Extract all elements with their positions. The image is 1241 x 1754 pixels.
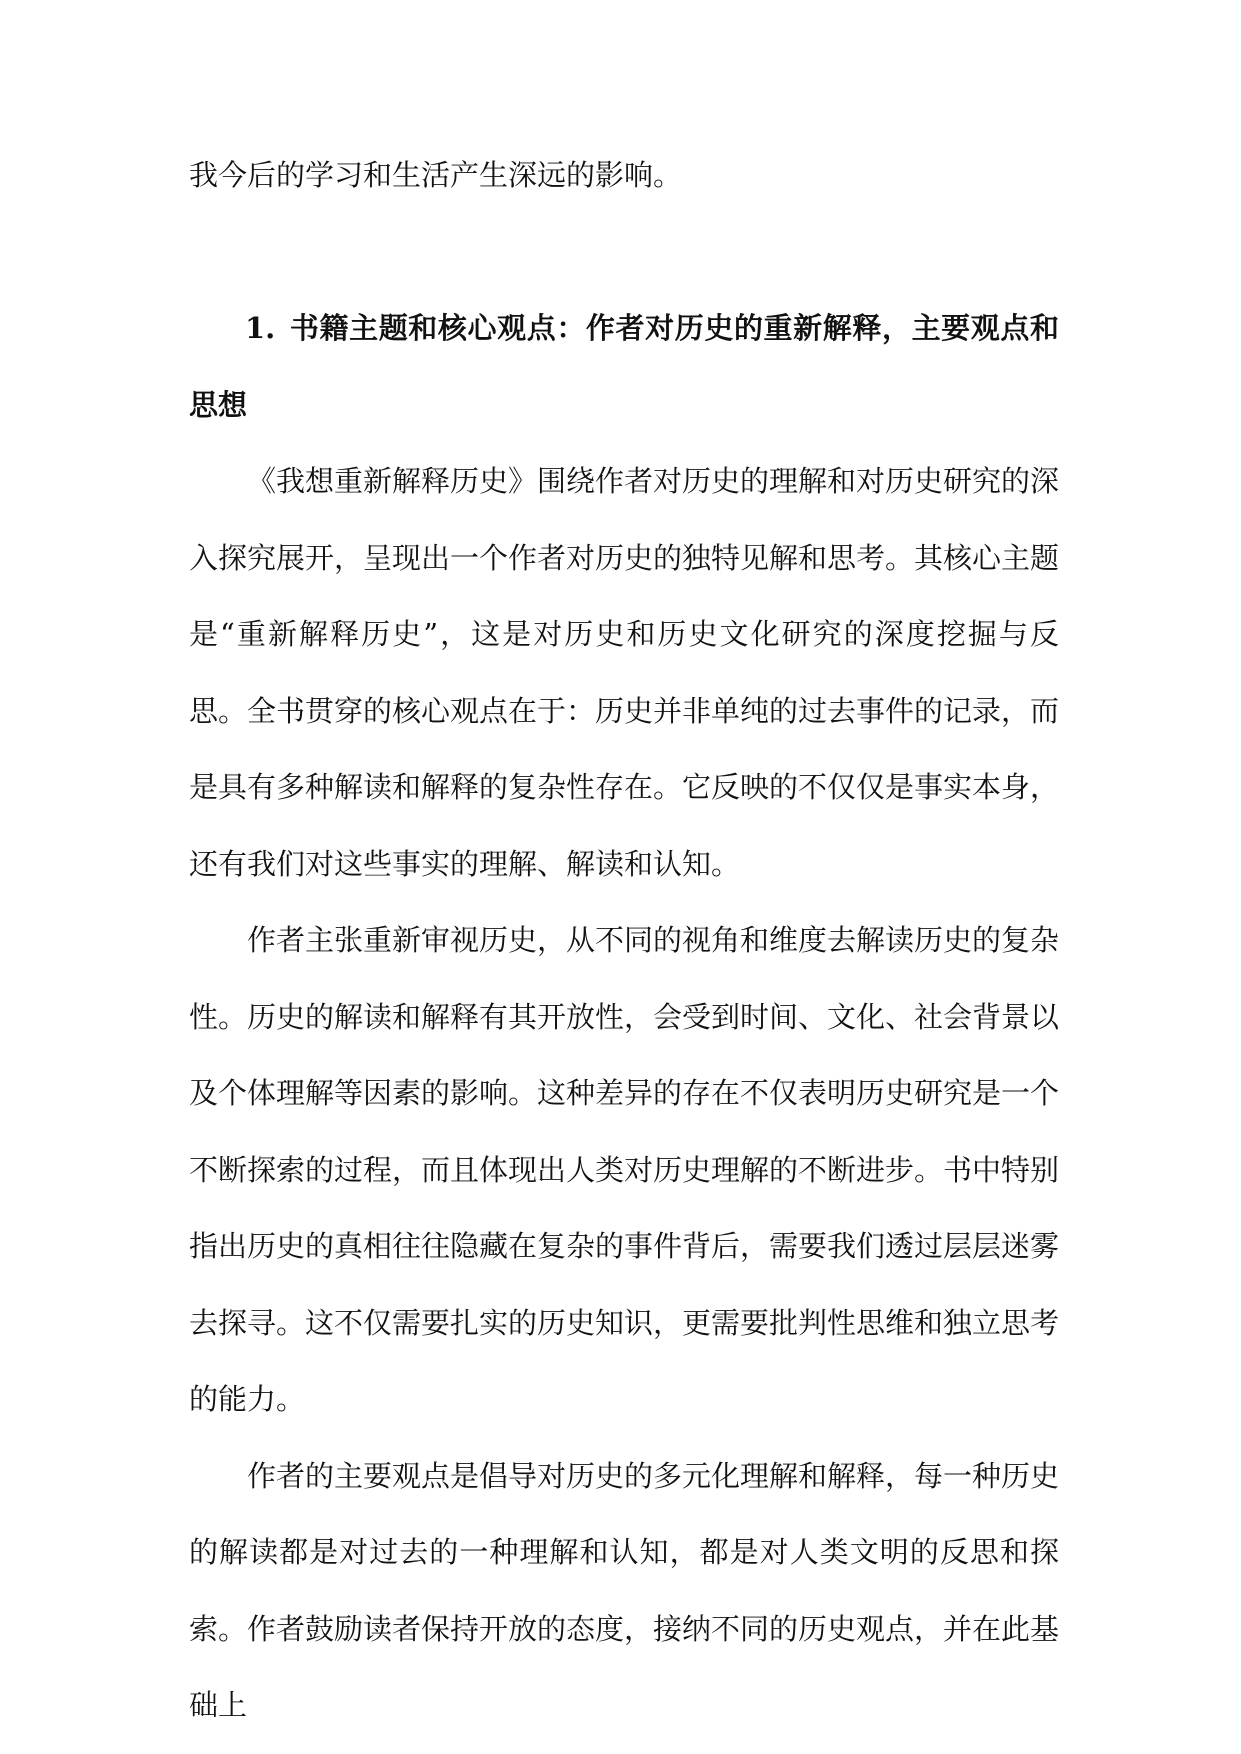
body-paragraph-2: 作者主张重新审视历史，从不同的视角和维度去解读历史的复杂性。历史的解读和解释有其开放性，会受到时间、文化、社会背景以及个体理解等因素的影响。这种差异的存在不仅表明历史研究是一个不断探索的过程，而且体现出人类对历史理解的不断进步。书中特别指出历史的真相往往隐藏在复杂的事件背后，需要我们透过层层迷雾去探寻。这不仅需要扎实的历史知识，更需要批判性思维和独立思考的能力。 (189, 923, 1060, 1416)
section-heading (189, 290, 1059, 443)
section-number: 1. (245, 311, 276, 345)
body-paragraph-1: 《我想重新解释历史》围绕作者对历史的理解和对历史研究的深入探究展开，呈现出一个作者对历史的独特见解和思考。其核心主题是“重新解释历史”，这是对历史和历史文化研究的深度挖掘与反思。全书贯穿的核心观点在于：历史并非单纯的过去事件的记录，而是具有多种解读和解释的复杂性存在。它反映的不仅仅是事实本身，还有我们对这些事实的理解、解读和认知。 (189, 464, 1060, 881)
continuation-paragraph: 我今后的学习和生活产生深远的影响。 (189, 158, 683, 192)
body-paragraph-3: 作者的主要观点是倡导对历史的多元化理解和解释，每一种历史的解读都是对过去的一种理解和认知，都是对人类文明的反思和探索。作者鼓励读者保持开放的态度，接纳不同的历史观点，并在此基础上 (189, 1458, 1060, 1722)
section-heading-text: 书籍主题和核心观点：作者对历史的重新解释，主要观点和思想 (189, 311, 1059, 422)
document-page (189, 137, 1059, 1744)
